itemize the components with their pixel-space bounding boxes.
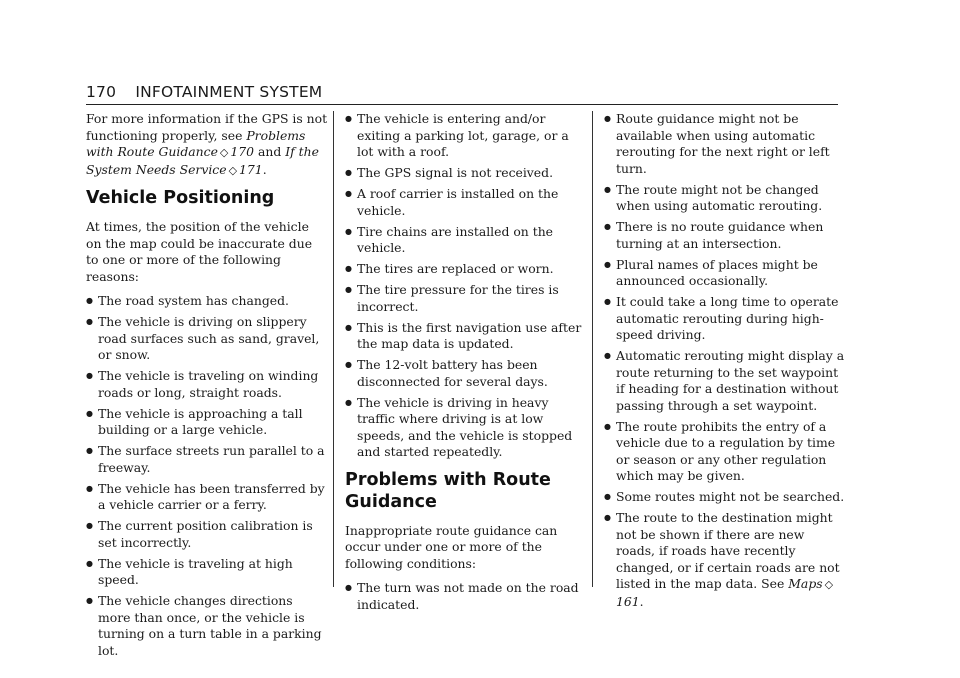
cross-reference-link[interactable]: Maps [788, 576, 823, 591]
list-item: ● The GPS signal is not received. [345, 165, 587, 182]
list-item: ● There is no route guidance when turning at an intersection. [604, 219, 846, 252]
list-item: ● The vehicle is driving on slippery road surfaces such as sand, gravel, or snow. [86, 314, 328, 364]
header-rule [86, 104, 838, 105]
list-item: ● This is the first navigation use after the map data is updated. [345, 320, 587, 353]
reason-list [86, 293, 328, 659]
page-reference-icon: ◇ [228, 163, 238, 177]
list-item: ● Route guidance might not be available when using automatic rerouting for the next right or left turn. [604, 111, 846, 177]
column-1 [86, 111, 328, 664]
section-title: INFOTAINMENT SYSTEM [135, 83, 323, 101]
condition-list [345, 580, 587, 613]
column-divider [333, 111, 334, 587]
page-reference-icon: ◇ [219, 146, 229, 159]
list-item: ● It could take a long time to operate automatic rerouting during high-speed driving. [604, 294, 846, 344]
page-number: 170 [86, 83, 117, 101]
list-item: ● The tires are replaced or worn. [345, 261, 587, 278]
page-reference-icon: ◇ [824, 578, 834, 591]
list-item: ● Tire chains are installed on the vehicle. [345, 224, 587, 257]
list-item: ● The road system has changed. [86, 293, 328, 310]
cross-reference-link[interactable]: Problems with Route Guidance [86, 127, 306, 159]
cross-reference-link[interactable]: If the System Needs Service [86, 144, 319, 177]
list-item: ● The 12-volt battery has been disconnected for several days. [345, 357, 587, 390]
column-divider [592, 111, 593, 587]
page-reference[interactable]: 170 [230, 144, 255, 159]
list-item: ● The vehicle is entering and/or exiting a parking lot, garage, or a lot with a roof. [345, 111, 587, 161]
list-item: ● The route prohibits the entry of a vehicle due to a regulation by time or season or any other regulation which may be given. [604, 419, 846, 485]
list-item: ● The vehicle is traveling at high speed. [86, 556, 328, 589]
list-item: ● The route might not be changed when using automatic rerouting. [604, 182, 846, 215]
list-item: ● Automatic rerouting might display a route returning to the set waypoint if heading for a destination without passing through a set waypoint. [604, 348, 846, 414]
condition-list [604, 111, 846, 610]
page-header [86, 83, 322, 101]
column-3 [604, 111, 846, 615]
section-paragraph: At times, the position of the vehicle on the map could be inaccurate due to one or more of the following reasons: [86, 219, 313, 284]
list-item: ● The surface streets run parallel to a freeway. [86, 443, 328, 476]
list-item: ● Some routes might not be searched. [604, 489, 846, 506]
list-item: ● The vehicle is traveling on winding roads or long, straight roads. [86, 368, 328, 401]
list-item: ● Plural names of places might be announced occasionally. [604, 257, 846, 290]
intro-paragraph: For more information if the GPS is not functioning properly, see Problems with Route Guidance ◇ 170 and If the System Needs Service ◇ 171. [86, 111, 328, 179]
list-item: ● A roof carrier is installed on the vehicle. [345, 186, 587, 219]
page-reference[interactable]: 161 [616, 593, 640, 609]
list-item: ● The vehicle is driving in heavy traffic where driving is at low speeds, and the vehicle is stopped and started repeatedly. [345, 395, 587, 461]
section-heading: Problems with Route Guidance [345, 469, 551, 512]
reason-list [345, 111, 587, 461]
section-heading: Vehicle Positioning [86, 188, 275, 208]
list-item: ● The vehicle is approaching a tall building or a large vehicle. [86, 406, 328, 439]
column-2 [345, 111, 587, 618]
list-item: ● The current position calibration is set incorrectly. [86, 518, 328, 551]
list-item: ● The route to the destination might not be shown if there are new roads, if roads have recently changed, or if certain roads are not listed in the map data. See Maps ◇161. [604, 510, 846, 610]
list-item: ● The turn was not made on the road indicated. [345, 580, 587, 613]
list-item: ● The vehicle changes directions more than once, or the vehicle is turning on a turn table in a parking lot. [86, 593, 328, 659]
page-reference[interactable]: 171 [239, 161, 263, 177]
section-paragraph: Inappropriate route guidance can occur under one or more of the following conditions: [345, 522, 558, 571]
list-item: ● The vehicle has been transferred by a vehicle carrier or a ferry. [86, 481, 328, 514]
list-item: ● The tire pressure for the tires is incorrect. [345, 282, 587, 315]
